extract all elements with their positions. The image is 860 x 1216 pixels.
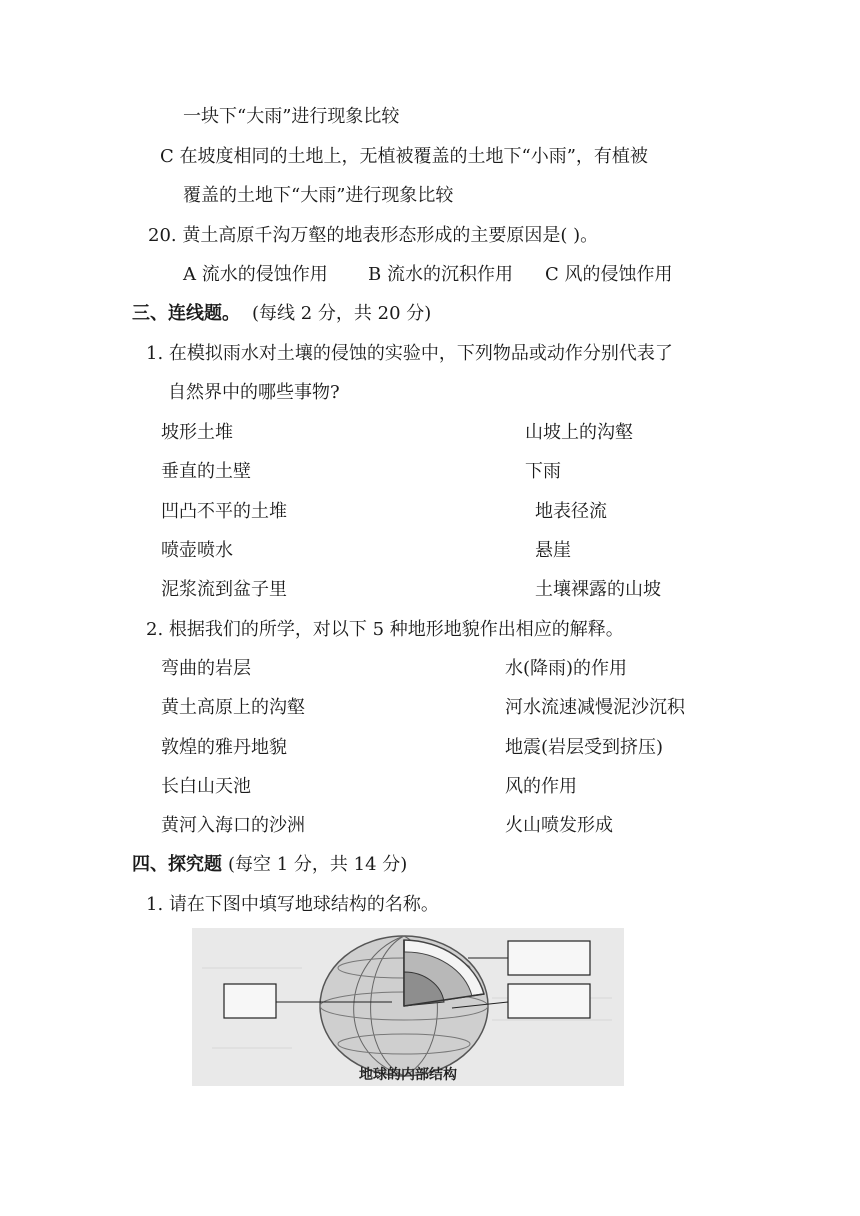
s3-q1-stem-line1: 1. 在模拟雨水对土壤的侵蚀的实验中，下列物品或动作分别代表了 [146, 343, 673, 364]
s3-q2-stem: 2. 根据我们的所学，对以下 5 种地形地貌作出相应的解释。 [146, 619, 624, 640]
s3-q1-left-item: 凹凸不平的土堆 [161, 501, 287, 522]
q19-option-b-continuation: 一块下“大雨”进行现象比较 [183, 106, 400, 127]
s3-q1-right-item: 地表径流 [535, 501, 607, 522]
s3-q2-right-item: 水(降雨)的作用 [505, 658, 628, 679]
s3-q1-right-item: 悬崖 [535, 540, 571, 561]
s3-q2-right-item: 地震(岩层受到挤压) [505, 737, 664, 758]
section4-score: (每空 1 分，共 14 分) [228, 854, 408, 875]
q19-option-c-line1: C 在坡度相同的土地上，无植被覆盖的土地下“小雨”，有植被 [160, 146, 648, 167]
s3-q1-right-item: 山坡上的沟壑 [525, 422, 633, 443]
s3-q1-left-item: 喷壶喷水 [161, 540, 233, 561]
earth-globe [320, 936, 488, 1076]
s3-q2-left-item: 敦煌的雅丹地貌 [161, 737, 287, 758]
s3-q2-left-item: 长白山天池 [161, 776, 251, 797]
q20-option-c: C 风的侵蚀作用 [545, 264, 673, 285]
earth-structure-figure [192, 928, 624, 1086]
answer-box-top-right[interactable] [508, 941, 590, 975]
s3-q1-left-item: 泥浆流到盆子里 [161, 579, 287, 600]
s3-q2-left-item: 黄土高原上的沟壑 [161, 697, 305, 718]
q20-option-a: A 流水的侵蚀作用 [183, 264, 328, 285]
s3-q2-right-item: 风的作用 [505, 776, 577, 797]
earth-diagram [192, 928, 624, 1086]
s3-q1-left-item: 坡形土堆 [161, 422, 233, 443]
s3-q1-left-item: 垂直的土壁 [161, 461, 251, 482]
figure-caption: 地球的内部结构 [359, 1067, 457, 1083]
section4-title: 四、探究题 [132, 854, 222, 875]
section3-score: (每线 2 分，共 20 分) [252, 303, 432, 324]
s3-q2-left-item: 黄河入海口的沙洲 [161, 815, 305, 836]
s3-q1-right-item: 下雨 [525, 461, 561, 482]
s3-q1-stem-line2: 自然界中的哪些事物? [168, 382, 340, 403]
s3-q2-right-item: 河水流速减慢泥沙沉积 [505, 697, 685, 718]
q20-stem: 20. 黄土高原千沟万壑的地表形态形成的主要原因是( )。 [148, 225, 599, 246]
q20-option-b: B 流水的沉积作用 [368, 264, 513, 285]
s3-q2-right-item: 火山喷发形成 [505, 815, 613, 836]
answer-box-bottom-right[interactable] [508, 984, 590, 1018]
s3-q2-left-item: 弯曲的岩层 [161, 658, 251, 679]
q19-option-c-line2: 覆盖的土地下“大雨”进行现象比较 [183, 185, 454, 206]
s4-q1-stem: 1. 请在下图中填写地球结构的名称。 [146, 894, 439, 915]
answer-box-left[interactable] [224, 984, 276, 1018]
section3-title: 三、连线题。 [132, 303, 240, 324]
s3-q1-right-item: 土壤裸露的山坡 [535, 579, 661, 600]
